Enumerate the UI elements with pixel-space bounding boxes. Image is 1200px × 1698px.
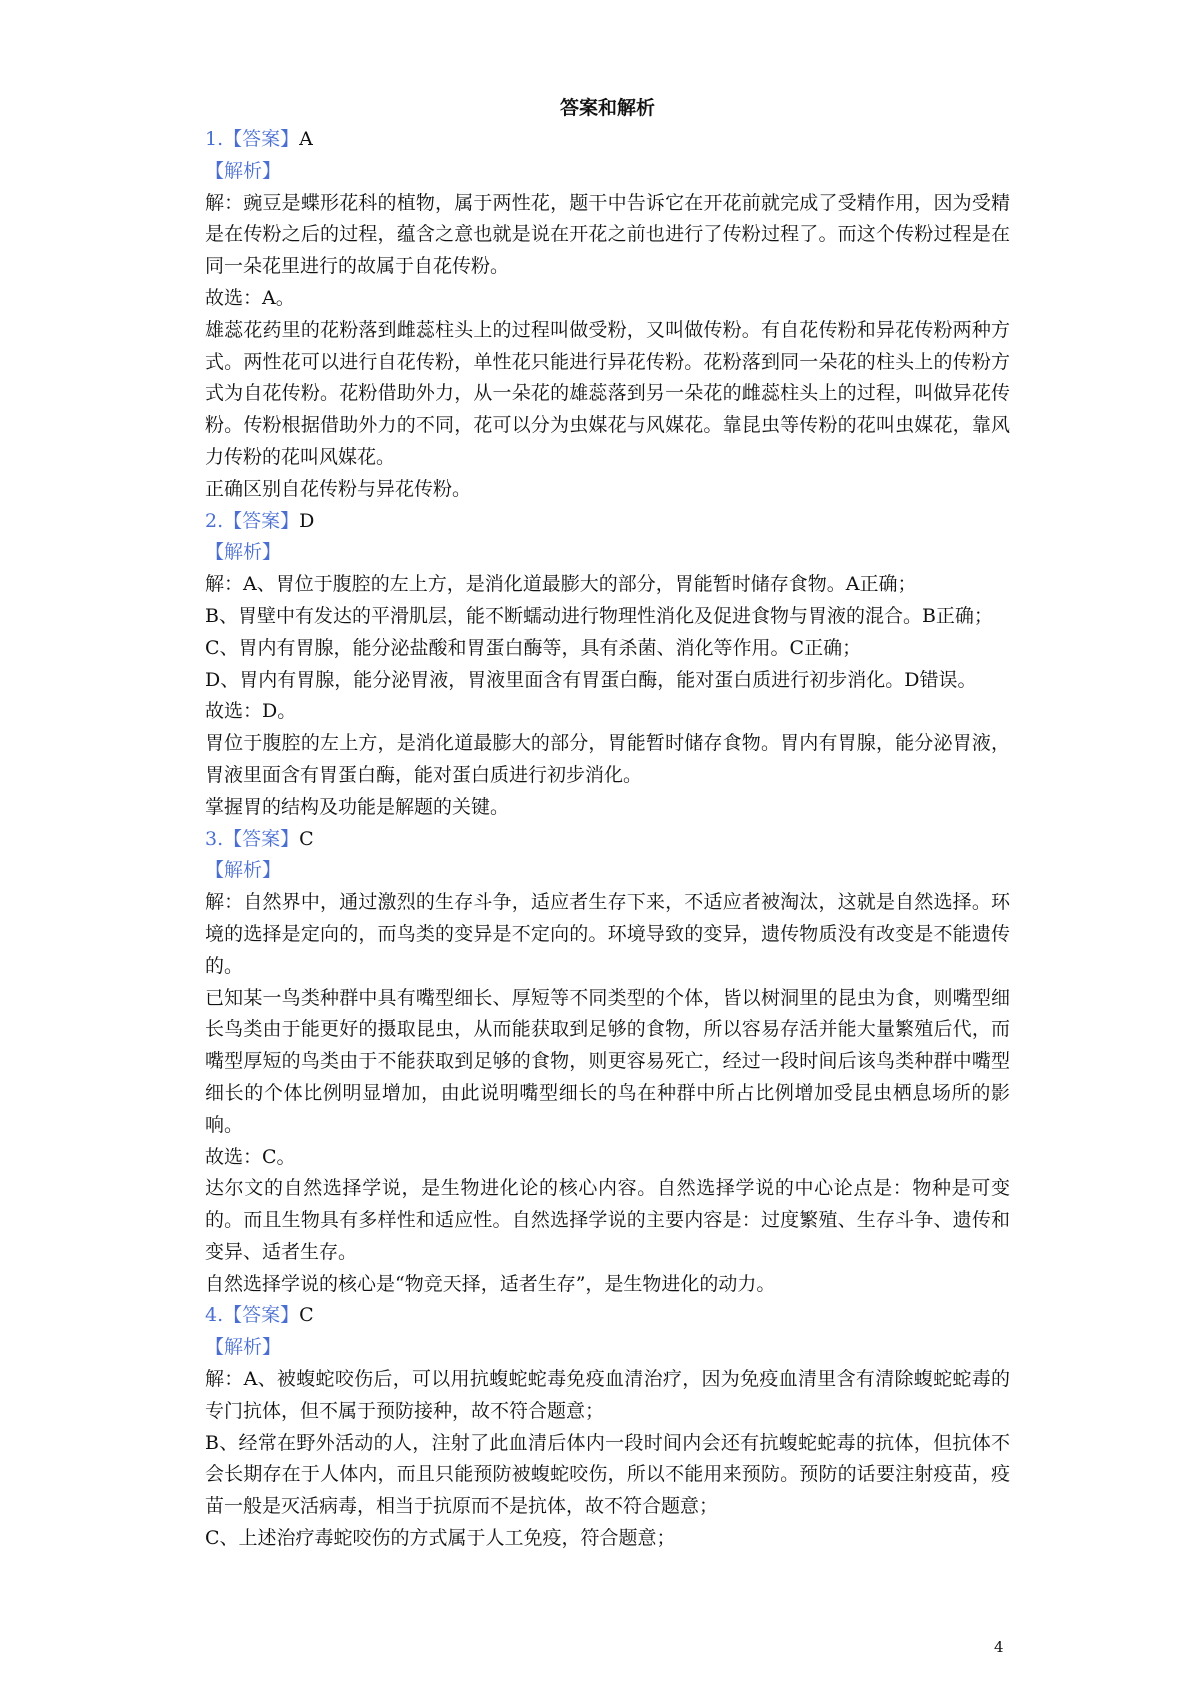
- answer-tag: 【答案】: [223, 1304, 300, 1327]
- analysis-paragraph: C、上述治疗毒蛇咬伤的方式属于人工免疫，符合题意；: [205, 1527, 676, 1550]
- question-number: 1.: [205, 128, 224, 150]
- answer-value: C: [299, 1304, 314, 1327]
- analysis-paragraph: C、胃内有胃腺，能分泌盐酸和胃蛋白酶等，具有杀菌、消化等作用。C正确；: [205, 636, 862, 659]
- analysis-paragraph: 正确区别自花传粉与异花传粉。: [205, 477, 472, 500]
- analysis-paragraph: 故选：C。: [205, 1145, 296, 1168]
- analysis-paragraph: 故选：D。: [205, 700, 297, 723]
- question-number: 2.: [205, 509, 224, 532]
- answer-tag: 【答案】: [223, 827, 300, 850]
- question-number: 3.: [205, 827, 224, 850]
- analysis-tag: 【解析】: [205, 859, 282, 882]
- answer-tag: 【答案】: [223, 128, 300, 150]
- analysis-paragraph: 解：A、胃位于腹腔的左上方，是消化道最膨大的部分，胃能暂时储存食物。A正确；: [205, 573, 917, 596]
- analysis-paragraph: 故选：A。: [205, 286, 295, 309]
- question-block: [205, 506, 1010, 824]
- analysis-paragraph: 自然选择学说的核心是“物竞天择，适者生存”，是生物进化的动力。: [205, 1272, 776, 1295]
- answer-line: [205, 1300, 1010, 1332]
- analysis-paragraph: 解：自然界中，通过激烈的生存斗争，适应者生存下来，不适应者被淘汰，这就是自然选择。环境的选择是定向的，而鸟类的变异是不定向的。环境导致的变异，遗传物质没有改变是不能遗传的。: [205, 891, 1010, 977]
- question-block: [205, 1300, 1010, 1554]
- answer-value: D: [299, 509, 315, 532]
- analysis-paragraph: 雄蕊花药里的花粉落到雌蕊柱头上的过程叫做受粉，又叫做传粉。有自花传粉和异花传粉两种方式。两性花可以进行自花传粉，单性花只能进行异花传粉。花粉落到同一朵花的柱头上的传粉方式为自花传粉。花粉借助外力，从一朵花的雄蕊落到另一朵花的雌蕊柱头上的过程，叫做异花传粉。传粉根据借助外力的不同，花可以分为虫媒花与风媒花。靠昆虫等传粉的花叫虫媒花，靠风力传粉的花叫风媒花。: [205, 318, 1010, 468]
- page-number: 4: [994, 1638, 1004, 1656]
- answer-tag: 【答案】: [223, 509, 300, 532]
- analysis-paragraph: 解：豌豆是蝶形花科的植物，属于两性花，题干中告诉它在开花前就完成了受精作用，因为受精是在传粉之后的过程，蕴含之意也就是说在开花之前也进行了传粉过程了。而这个传粉过程是在同一朵花里进行的故属于自花传粉。: [205, 191, 1010, 278]
- question-block: [205, 824, 1010, 1301]
- page-title: 答案和解析: [559, 97, 655, 119]
- answer-content: [205, 95, 1010, 1555]
- analysis-paragraph: B、胃壁中有发达的平滑肌层，能不断蠕动进行物理性消化及促进食物与胃液的混合。B正确；: [205, 604, 993, 627]
- analysis-paragraph: D、胃内有胃腺，能分泌胃液，胃液里面含有胃蛋白酶，能对蛋白质进行初步消化。D错误。: [205, 668, 977, 691]
- analysis-paragraph: 已知某一鸟类种群中具有嘴型细长、厚短等不同类型的个体，皆以树洞里的昆虫为食，则嘴型细长鸟类由于能更好的摄取昆虫，从而能获取到足够的食物，所以容易存活并能大量繁殖后代，而嘴型厚短的鸟类由于不能获取到足够的食物，则更容易死亡，经过一段时间后该鸟类种群中嘴型细长的个体比例明显增加，由此说明嘴型细长的鸟在种群中所占比例增加受昆虫栖息场所的影响。: [205, 986, 1010, 1136]
- answer-line: [205, 124, 1010, 156]
- analysis-tag: 【解析】: [205, 159, 282, 182]
- answer-line: [205, 824, 1010, 856]
- answer-value: C: [299, 827, 314, 850]
- question-number: 4.: [205, 1304, 224, 1327]
- analysis-paragraph: B、经常在野外活动的人，注射了此血清后体内一段时间内会还有抗蝮蛇蛇毒的抗体，但抗体不会长期存在于人体内，而且只能预防被蝮蛇咬伤，所以不能用来预防。预防的话要注射疫苗，疫苗一般是灭活病毒，相当于抗原而不是抗体，故不符合题意；: [205, 1431, 1010, 1518]
- analysis-paragraph: 掌握胃的结构及功能是解题的关键。: [205, 795, 510, 818]
- answer-value: A: [299, 128, 313, 150]
- analysis-tag: 【解析】: [205, 541, 282, 564]
- analysis-paragraph: 达尔文的自然选择学说，是生物进化论的核心内容。自然选择学说的中心论点是：物种是可变的。而且生物具有多样性和适应性。自然选择学说的主要内容是：过度繁殖、生存斗争、遗传和变异、适者生存。: [205, 1177, 1010, 1263]
- analysis-paragraph: 解：A、被蝮蛇咬伤后，可以用抗蝮蛇蛇毒免疫血清治疗，因为免疫血清里含有清除蝮蛇蛇毒的专门抗体，但不属于预防接种，故不符合题意；: [205, 1368, 1010, 1422]
- analysis-tag: 【解析】: [205, 1336, 282, 1359]
- question-list: [205, 124, 1010, 1555]
- analysis-paragraph: 胃位于腹腔的左上方，是消化道最膨大的部分，胃能暂时储存食物。胃内有胃腺，能分泌胃液，胃液里面含有胃蛋白酶，能对蛋白质进行初步消化。: [205, 732, 1010, 786]
- question-block: [205, 124, 1010, 506]
- answer-line: [205, 506, 1010, 538]
